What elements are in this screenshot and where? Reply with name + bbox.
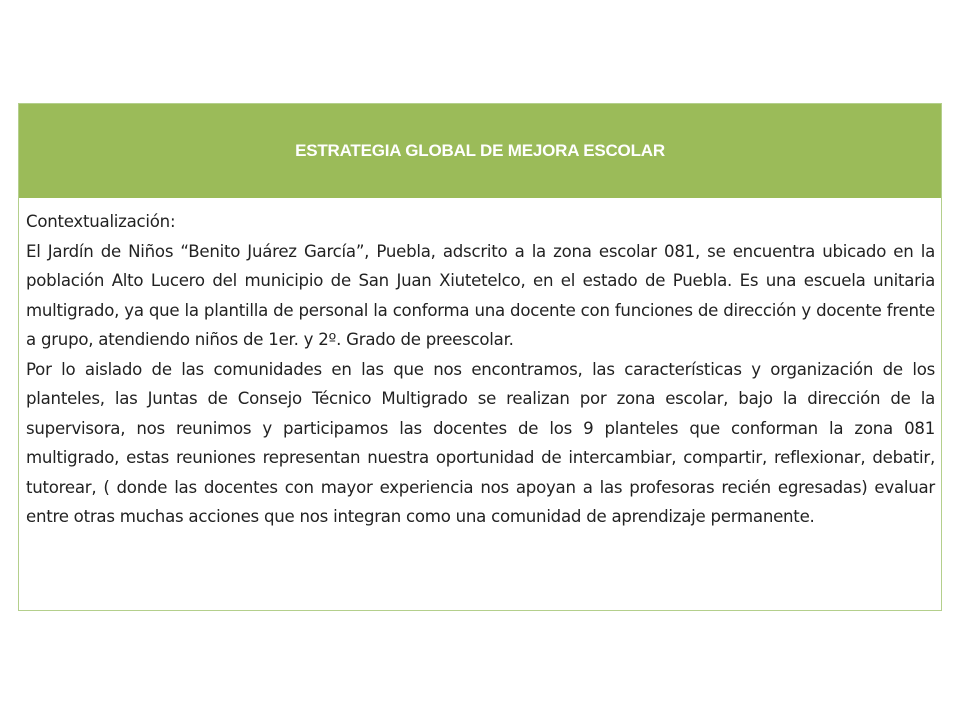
section-label: Contextualización: (26, 212, 176, 231)
table-header-row (19, 104, 941, 199)
table-body-cell (19, 199, 941, 532)
strategy-table (18, 103, 942, 611)
table-header-title: ESTRATEGIA GLOBAL DE MEJORA ESCOLAR (295, 141, 665, 160)
context-paragraph-1: El Jardín de Niños “Benito Juárez García”, Puebla, adscrito a la zona escolar 081, se encuentra ubicado en la población Alto Lucero del municipio de San Juan Xiutetelco, en el estado de Puebla. Es una escuela unitaria multigrado, ya que la plantilla de personal la conforma una docente con funciones de dirección y docente frente a grupo, atendiendo niños de 1er. y 2º. Grado de preescolar. (26, 241, 935, 349)
context-paragraph-2: Por lo aislado de las comunidades en las que nos encontramos, las características y organización de los planteles, las Juntas de Consejo Técnico Multigrado se realizan por zona escolar, bajo la dirección de la supervisora, nos reunimos y participamos las docentes de los 9 planteles que conforman la zona 081 multigrado, estas reuniones representan nuestra oportunidad de intercambiar, compartir, reflexionar, debatir, tutorear, ( donde las docentes con mayor experiencia nos apoyan a las profesoras recién egresadas) evaluar entre otras muchas acciones que nos integran como una comunidad de aprendizaje permanente. (26, 359, 935, 526)
